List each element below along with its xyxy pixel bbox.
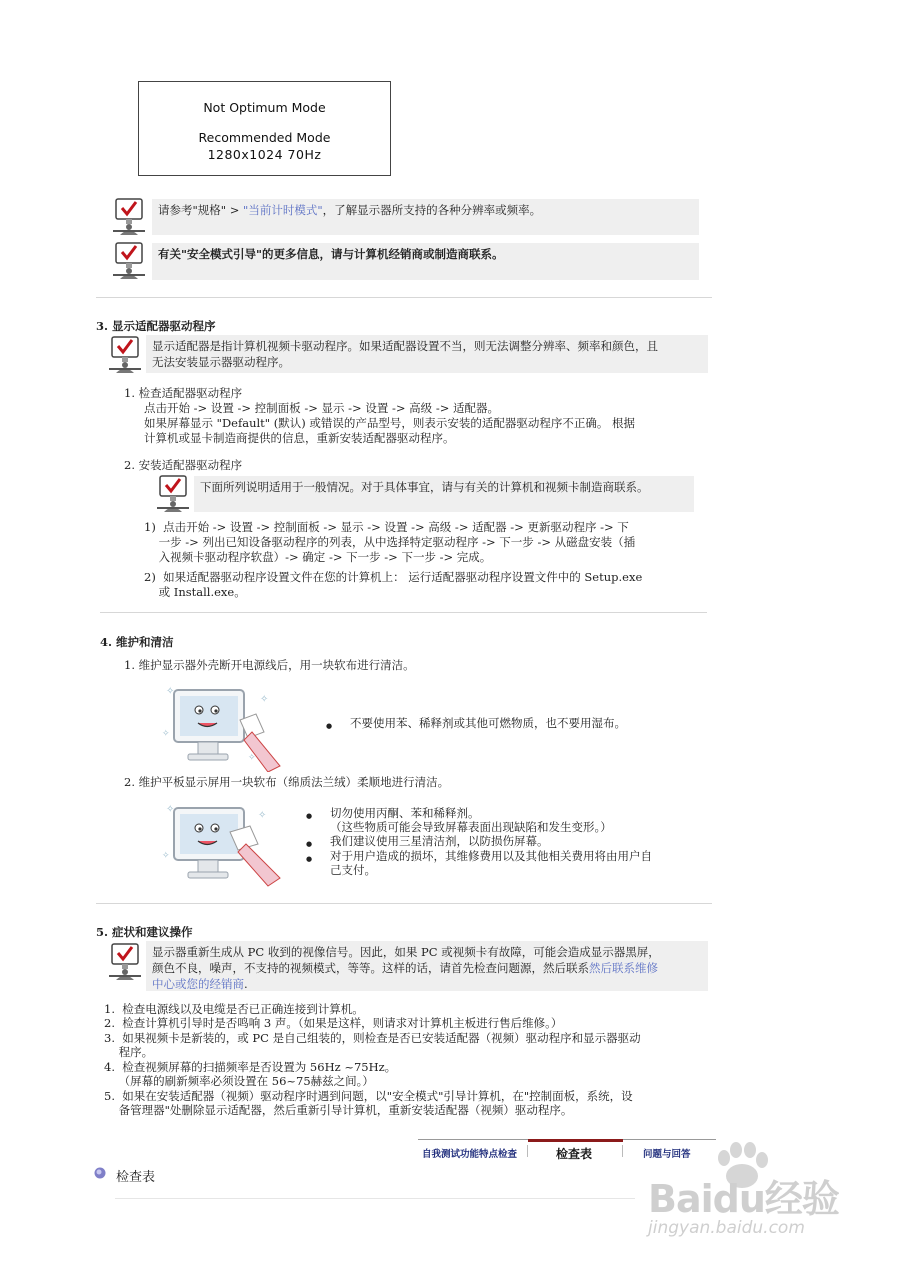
list-item: 5. 如果在安装适配器（视频）驱动程序时遇到问题，以"安全模式"引导计算机，在"控制面板，系统，设 xyxy=(104,1089,633,1103)
mode-line-2: Recommended Mode xyxy=(198,130,331,145)
bullet-item xyxy=(330,849,652,864)
note-icon xyxy=(106,335,144,373)
note-icon xyxy=(110,241,148,279)
text-line: 如果屏幕显示 "Default" (默认) 或错误的产品型号，则表示安装的适配器驱动程序不正确。 根据 xyxy=(144,416,636,430)
divider xyxy=(96,903,712,904)
note-text: 颜色不良，噪声，不支持的视频模式，等等。这样的话，请首先检查问题源，然后联系 xyxy=(152,961,589,975)
watermark-url: jingyan.baidu.com xyxy=(648,1218,805,1238)
note-specs-suffix: ，了解显示器所支持的各种分辨率或频率。 xyxy=(322,203,542,217)
section-3-note xyxy=(146,335,708,373)
panel-cleaning-illustration xyxy=(160,798,290,890)
svg-text:✧: ✧ xyxy=(258,810,267,821)
note-line: 显示器重新生成从 PC 收到的视像信号。因此，如果 PC 或视频卡有故障，可能会造成显示器黑屏， xyxy=(152,945,660,959)
timing-mode-link[interactable]: "当前计时模式" xyxy=(243,203,323,217)
item-clean-case: 1. 维护显示器外壳断开电源线后，用一块软布进行清洁。 xyxy=(124,658,415,672)
install-note: 下面所列说明适用于一般情况。对于具体事宜，请与有关的计算机和视频卡制造商联系。 xyxy=(194,476,694,512)
svg-text:✧: ✧ xyxy=(166,804,175,815)
svg-text:✧: ✧ xyxy=(248,753,256,763)
note-text: . xyxy=(244,977,248,991)
bullet-text: 对于用户造成的损坏，其维修费用以及其他相关费用将由用户自 xyxy=(330,849,652,863)
bullet-item xyxy=(330,806,480,821)
section-5-title: 5. 症状和建议操作 xyxy=(96,925,193,939)
svg-text:✧: ✧ xyxy=(260,694,269,705)
text-line: 计算机或显卡制造商提供的信息，重新安装适配器驱动程序。 xyxy=(144,431,455,445)
bullet-item xyxy=(330,834,549,849)
item-clean-panel: 2. 维护平板显示屏用一块软布（绵质法兰绒）柔顺地进行清洁。 xyxy=(124,775,450,789)
tab-active-accent xyxy=(528,1139,623,1142)
mode-line-1: Not Optimum Mode xyxy=(203,100,326,115)
monitor-cleaning-illustration xyxy=(160,680,290,772)
note-line xyxy=(152,976,702,992)
note-icon xyxy=(106,942,144,980)
list-item: 程序。 xyxy=(104,1045,154,1059)
not-optimum-mode-box xyxy=(138,81,391,176)
item-install-driver: 2. 安装适配器驱动程序 xyxy=(124,458,243,472)
step-line: 1) 点击开始 -> 设置 -> 控制面板 -> 显示 -> 设置 -> 高级 -> 适配器 -> 更新驱动程序 -> 下 xyxy=(144,520,629,534)
section-4-title: 4. 维护和清洁 xyxy=(100,635,174,649)
list-item: 2. 检查计算机引导时是否鸣响 3 声。（如果是这样，则请求对计算机主板进行售后维修。） xyxy=(104,1016,563,1030)
divider xyxy=(115,1198,635,1199)
section-5-note xyxy=(146,941,708,991)
text-line: 点击开始 -> 设置 -> 控制面板 -> 显示 -> 设置 -> 高级 -> 适配器。 xyxy=(144,401,499,415)
service-center-link[interactable]: 然后联系维修 xyxy=(589,961,658,975)
note-specs xyxy=(152,199,699,235)
mode-line-3: 1280x1024 70Hz xyxy=(207,147,322,162)
checklist-heading: 检查表 xyxy=(116,1170,156,1185)
bullet-item xyxy=(350,716,626,731)
bullet-subtext: 己支付。 xyxy=(330,863,376,877)
note-line: 显示适配器是指计算机视频卡驱动程序。如果适配器设置不当，则无法调整分辨率、频率和颜色，且 xyxy=(152,339,658,353)
tab-checklist[interactable]: 检查表 xyxy=(556,1147,593,1161)
step-line: 或 Install.exe。 xyxy=(144,585,246,599)
step-line: 一步 -> 列出已知设备驱动程序的列表，从中选择特定驱动程序 -> 下一步 -> 从磁盘安装（插 xyxy=(144,535,636,549)
tab-self-test[interactable]: 自我测试功能特点检查 xyxy=(422,1149,518,1160)
section-3-title: 3. 显示适配器驱动程序 xyxy=(96,319,216,333)
step-line: 入视频卡驱动程序软盘）-> 确定 -> 下一步 -> 下一步 -> 完成。 xyxy=(144,550,492,564)
note-specs-prefix: 请参考"规格" > xyxy=(158,203,244,217)
svg-text:✧: ✧ xyxy=(166,686,175,697)
note-safe-mode: 有关"安全模式引导"的更多信息，请与计算机经销商或制造商联系。 xyxy=(152,243,699,280)
svg-text:✧: ✧ xyxy=(162,851,170,861)
svg-text:✧: ✧ xyxy=(162,729,170,739)
bullet-text: 我们建议使用三星清洁剂，以防损伤屏幕。 xyxy=(330,834,549,848)
list-item: 4. 检查视频屏幕的扫描频率是否设置为 56Hz ~75Hz。 xyxy=(104,1060,397,1074)
bullet-text: 切勿使用丙酮、苯和稀释剂。 xyxy=(330,806,480,820)
tab-qa[interactable]: 问题与回答 xyxy=(643,1149,691,1160)
note-line xyxy=(152,960,702,976)
divider xyxy=(100,612,707,613)
tab-separator xyxy=(527,1145,528,1157)
divider xyxy=(96,297,712,298)
note-icon xyxy=(110,197,148,235)
tab-separator xyxy=(622,1145,623,1157)
list-item: （屏幕的刷新频率必须设置在 56~75赫兹之间。） xyxy=(104,1074,374,1088)
watermark-brand: Baidu经验 xyxy=(648,1177,839,1221)
item-check-driver: 1. 检查适配器驱动程序 xyxy=(124,386,243,400)
list-item: 备管理器"处删除显示适配器，然后重新引导计算机，重新安装适配器（视频）驱动程序。 xyxy=(104,1103,573,1117)
note-icon xyxy=(154,474,192,512)
list-item: 1. 检查电源线以及电缆是否已正确连接到计算机。 xyxy=(104,1002,364,1016)
bullet-icon xyxy=(94,1167,106,1179)
note-line: 无法安装显示器驱动程序。 xyxy=(152,355,290,369)
bullet-subtext: （这些物质可能会导致屏幕表面出现缺陷和发生变形。） xyxy=(330,820,612,834)
step-line: 2) 如果适配器驱动程序设置文件在您的计算机上： 运行适配器驱动程序设置文件中的 Setup.exe xyxy=(144,570,643,584)
bullet-text: 不要使用苯、稀释剂或其他可燃物质，也不要用湿布。 xyxy=(350,716,626,730)
list-item: 3. 如果视频卡是新装的，或 PC 是自己组装的，则检查是否已安装适配器（视频）驱动程序和显示器驱动 xyxy=(104,1031,641,1045)
dealer-link[interactable]: 中心或您的经销商 xyxy=(152,977,244,991)
